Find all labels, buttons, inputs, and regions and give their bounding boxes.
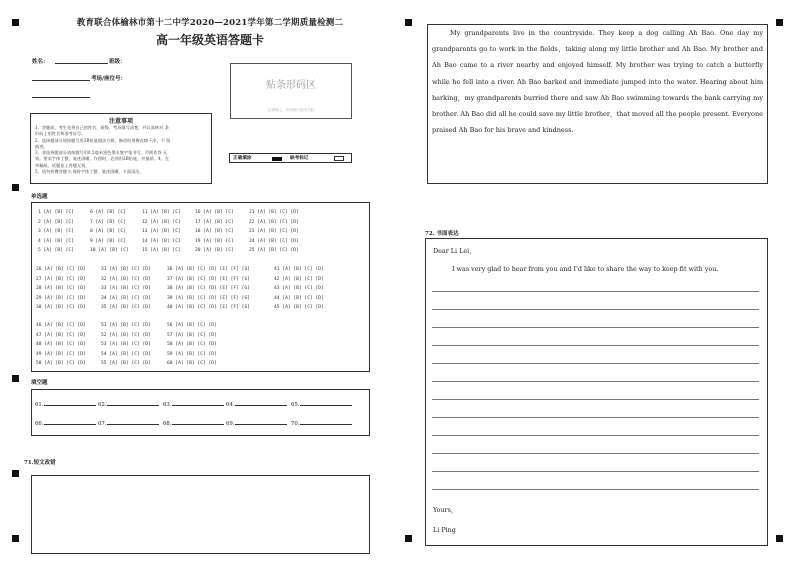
correction-passage-box xyxy=(427,24,768,184)
mc-group[interactable]: 41 [A] [B] [C] [D] 42 [A] [B] [C] [D] 43 [A] [B] [C] [D] 44 [A] [B] [C] [D] 45 [A] [B] [C] [D] xyxy=(274,267,324,310)
notes-box xyxy=(30,113,212,184)
essay-rule-line xyxy=(432,399,759,400)
mc-group[interactable]: 56 [A] [B] [C] [D] 57 [A] [B] [C] [D] 58 [A] [B] [C] [D] 59 [A] [B] [C] [D] 60 [A] [B] [C] [D] xyxy=(167,323,217,366)
fill-blank[interactable]: 63. xyxy=(163,401,224,408)
essay-rule-line xyxy=(432,435,759,436)
fill-blank[interactable]: 66. xyxy=(35,420,96,427)
essay-signature: Li Ping xyxy=(433,526,456,534)
corner-mark xyxy=(12,184,19,191)
notes-line: 形码上的姓名和准考证号。 xyxy=(35,131,86,137)
name-label: 姓名： xyxy=(32,59,49,65)
fill-answer-box xyxy=(31,389,370,436)
room-seat-field[interactable] xyxy=(32,97,90,98)
mc-group[interactable]: 31 [A] [B] [C] [D] 32 [A] [B] [C] [D] 33 [A] [B] [C] [D] 34 [A] [B] [C] [D] 35 [A] [B] [C] [D] xyxy=(101,267,151,310)
fill-blank[interactable]: 62. xyxy=(98,401,159,408)
essay-rule-line xyxy=(432,345,759,346)
class-label: 班级： xyxy=(109,59,126,65)
name-field[interactable] xyxy=(55,63,108,64)
fill-blank[interactable]: 69. xyxy=(226,420,287,427)
mc-group[interactable]: 6 [A] [B] [C] 7 [A] [B] [C] 8 [A] [B] [C] 9 [A] [B] [C] 10 [A] [B] [C] xyxy=(90,210,129,253)
notes-line: 3、非选择题部分请按题号用0.5毫米黑色墨水签字笔书写，否则作答 无 xyxy=(35,150,168,156)
mc-group[interactable]: 21 [A] [B] [C] [D] 22 [A] [B] [C] [D] 23 [A] [B] [C] [D] 24 [A] [B] [C] [D] 25 [A] [B] [C] [D] xyxy=(249,210,299,253)
essay-greeting: Dear Li Lei， xyxy=(433,247,476,255)
absent-mark-label: 缺考标记 xyxy=(290,156,309,161)
corner-mark xyxy=(405,535,412,542)
notes-line: 痕迹。 xyxy=(35,143,48,149)
mc-group[interactable]: 26 [A] [B] [C] [D] 27 [A] [B] [C] [D] 28 [A] [B] [C] [D] 29 [A] [B] [C] [D] 30 [A] [B] [C] [D] xyxy=(36,267,86,310)
essay-rule-line xyxy=(432,291,759,292)
mc-answer-box xyxy=(31,202,370,372)
class-field[interactable] xyxy=(32,80,90,81)
mc-group[interactable]: 51 [A] [B] [C] [D] 52 [A] [B] [C] [D] 53 [A] [B] [C] [D] 54 [A] [B] [C] [D] 55 [A] [B] [C] [D] xyxy=(101,323,151,366)
notes-line: 5、请勿折叠答题卡,保持字体工整、笔迹清晰、卡面清洁。 xyxy=(35,169,144,175)
notes-line: 效。要求字体工整、笔迹清晰。作图时，必须用2B铅笔，并描浓。4、在 xyxy=(35,156,170,162)
notes-line: 1、答题前，考生先将自己的姓名、班级、考场填写清楚，并认真核对 条 xyxy=(35,125,169,130)
essay-answer-box[interactable] xyxy=(425,238,768,546)
essay-section-title: 72. 书面表达 xyxy=(425,231,459,237)
card-title: 高一年级英语答题卡 xyxy=(155,33,264,47)
essay-rule-line xyxy=(432,381,759,382)
correction-answer-box[interactable] xyxy=(31,475,370,554)
school-title: 教育联合体榆林市第十二中学2020—2021学年第二学期质量检测二 xyxy=(76,18,344,28)
fill-blank[interactable]: 67. xyxy=(98,420,159,427)
fill-example-label: 正确填涂 xyxy=(233,156,252,161)
mc-group[interactable]: 11 [A] [B] [C] 12 [A] [B] [C] 13 [A] [B] [C] 14 [A] [B] [C] 15 [A] [B] [C] xyxy=(142,210,181,253)
correction-section-title: 71.短文改错 xyxy=(24,460,56,466)
essay-rule-line xyxy=(432,471,759,472)
essay-rule-line xyxy=(432,327,759,328)
essay-rule-line xyxy=(432,417,759,418)
essay-rule-line xyxy=(432,309,759,310)
corner-mark xyxy=(405,19,412,26)
correction-passage-text: My grandparents live in the countryside. They keep a dog calling Ah Bao. One day my grandparents go to work in the fields，taking along my little brother and Ah Bao. My brother and Ah Bao came to a river nearby and enjoyed himself. My brother was trying to catch a butterfly while he fell into a river. Ah Bao barked and immediate jumped into the water. Hearing about him barking，my grandparents burried there and saw Ah Bao swimming towards the bank carrying my brother. Ah Bao did all he could save my little brother，that moved all the people present. Everyone praised Ah Bao for his brave and kindness. xyxy=(432,29,763,135)
absent-mark-box[interactable] xyxy=(334,156,344,161)
notes-line: 草稿纸、试题卷上答题无效。 xyxy=(35,162,90,168)
mc-group[interactable]: 16 [A] [B] [C] 17 [A] [B] [C] 18 [A] [B] [C] 19 [A] [B] [C] 20 [A] [B] [C] xyxy=(195,210,234,253)
mc-group[interactable]: 36 [A] [B] [C] [D] [E] [F] [G] 37 [A] [B] [C] [D] [E] [F] [G] 38 [A] [B] [C] [D] [E] [F] [G] 39 [A] [B] [C] [D] [E] [F] [G] 40 [A] [B] [C] [D] [E] [F] [G] xyxy=(167,267,250,310)
corner-mark xyxy=(776,19,783,26)
barcode-area xyxy=(230,63,352,119)
missing-exam-box xyxy=(229,153,352,163)
mc-section-title: 单选题 xyxy=(31,194,48,200)
notes-title: 注意事项 xyxy=(108,118,133,125)
corner-mark xyxy=(12,19,19,26)
corner-mark xyxy=(12,470,19,477)
corner-mark xyxy=(12,535,19,542)
barcode-hint: （正面朝上，切勿贴出虚线方框） xyxy=(264,108,318,112)
barcode-label: 贴条形码区 xyxy=(266,80,316,91)
essay-rule-line xyxy=(432,363,759,364)
fill-section-title: 填空题 xyxy=(31,380,48,386)
essay-rule-line xyxy=(432,489,759,490)
fill-example-mark xyxy=(272,157,282,161)
mc-group[interactable]: 1 [A] [B] [C] 2 [A] [B] [C] 3 [A] [B] [C] 4 [A] [B] [C] 5 [A] [B] [C] xyxy=(38,210,74,253)
corner-mark xyxy=(12,375,19,382)
corner-mark xyxy=(776,535,783,542)
fill-blank[interactable]: 65. xyxy=(291,401,352,408)
fill-blank[interactable]: 61. xyxy=(35,401,96,408)
essay-opening: I was very glad to hear from you and I'd like to share the way to keep fit with you. xyxy=(452,265,719,273)
room-seat-label: 考场/座位号： xyxy=(91,76,127,82)
fill-blank[interactable]: 64. xyxy=(226,401,287,408)
essay-closing: Yours， xyxy=(433,506,458,514)
fill-blank[interactable]: 70. xyxy=(291,420,352,427)
fill-blank[interactable]: 68. xyxy=(163,420,224,427)
essay-rule-line xyxy=(432,453,759,454)
mc-group[interactable]: 46 [A] [B] [C] [D] 47 [A] [B] [C] [D] 48 [A] [B] [C] [D] 49 [A] [B] [C] [D] 50 [A] [B] [C] [D] xyxy=(36,323,86,366)
notes-line: 2、选择题部分请按题号用2B铅笔填涂方框，修改时用橡皮擦干净，不 留 xyxy=(35,137,171,143)
